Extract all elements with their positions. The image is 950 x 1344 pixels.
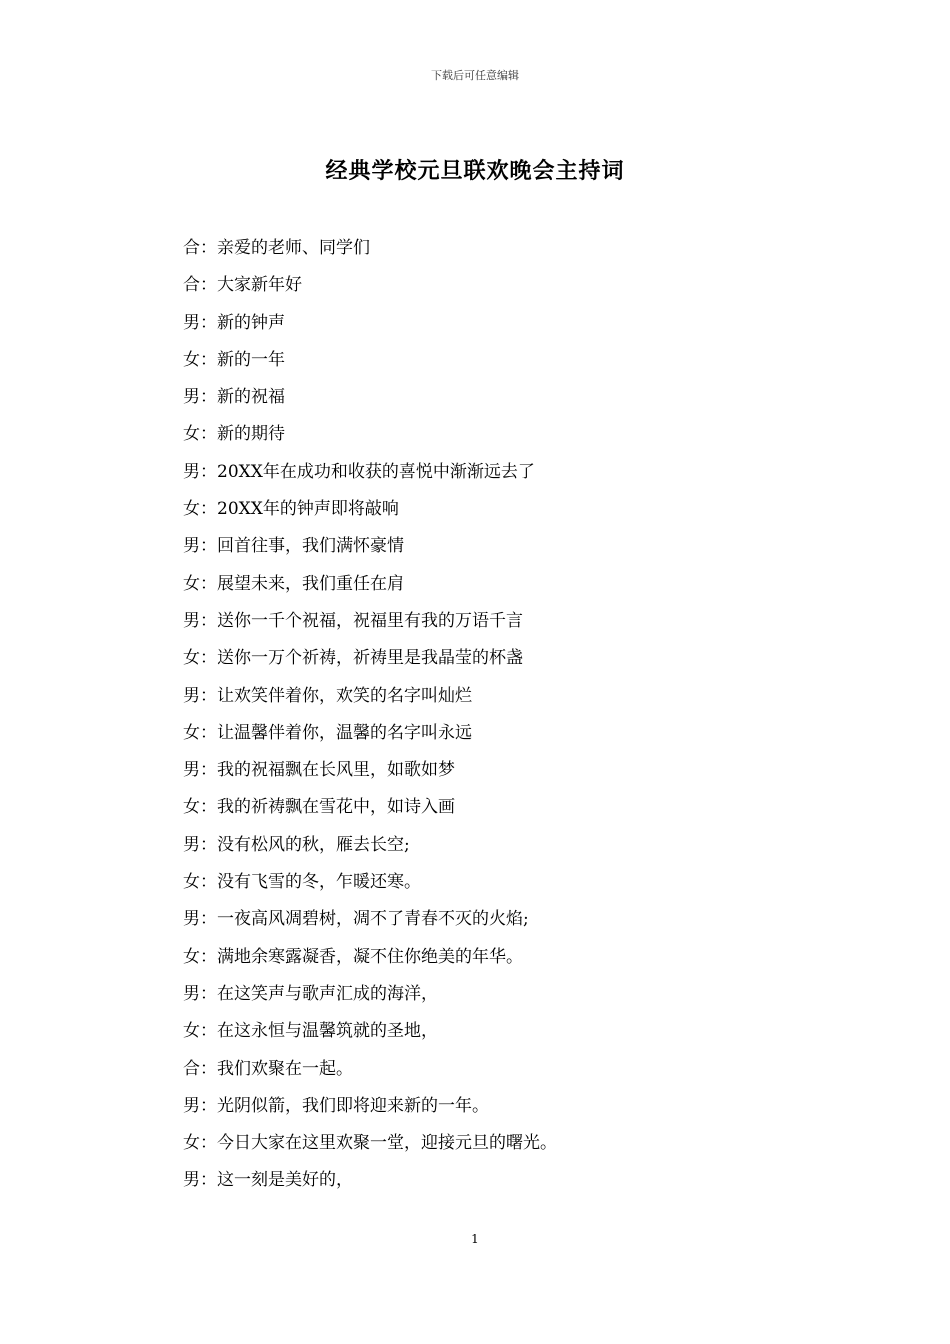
script-line: 女：让温馨伴着你，温馨的名字叫永远 — [183, 722, 472, 743]
script-line: 合：大家新年好 — [183, 275, 302, 296]
script-line: 女：20XX年的钟声即将敲响 — [183, 499, 399, 520]
script-line: 女：新的期待 — [183, 424, 285, 445]
script-line: 男：一夜高风凋碧树，凋不了青春不灭的火焰; — [183, 909, 529, 930]
script-line: 男：这一刻是美好的， — [183, 1170, 353, 1191]
script-line: 男：光阴似箭，我们即将迎来新的一年。 — [183, 1095, 489, 1116]
script-line: 女：新的一年 — [183, 349, 285, 370]
document-title: 经典学校元旦联欢晚会主持词 — [325, 158, 625, 184]
script-line: 男：送你一千个祝福，祝福里有我的万语千言 — [183, 610, 523, 631]
script-line: 男：让欢笑伴着你，欢笑的名字叫灿烂 — [183, 685, 472, 706]
script-line: 男：我的祝福飘在长风里，如歌如梦 — [183, 760, 455, 781]
script-line: 女：我的祈祷飘在雪花中，如诗入画 — [183, 797, 455, 818]
script-line: 女：没有飞雪的冬，乍暖还寒。 — [183, 872, 421, 893]
script-line: 女：在这永恒与温馨筑就的圣地， — [183, 1021, 438, 1042]
script-line: 合：我们欢聚在一起。 — [183, 1058, 353, 1079]
script-line: 女：送你一万个祈祷，祈祷里是我晶莹的杯盏 — [183, 648, 523, 669]
script-line: 女：今日大家在这里欢聚一堂，迎接元旦的曙光。 — [183, 1133, 557, 1154]
header-note: 下载后可任意编辑 — [431, 69, 519, 82]
page-number: 1 — [471, 1232, 479, 1246]
script-line: 男：新的祝福 — [183, 387, 285, 408]
script-line: 女：满地余寒露凝香，凝不住你绝美的年华。 — [183, 946, 523, 967]
script-line: 男：没有松风的秋，雁去长空; — [183, 834, 410, 855]
script-line: 女：展望未来，我们重任在肩 — [183, 573, 404, 594]
script-lines — [183, 234, 823, 1204]
script-line: 合：亲爱的老师、同学们 — [183, 238, 370, 258]
script-line: 男：在这笑声与歌声汇成的海洋， — [183, 983, 438, 1004]
script-line: 男：回首往事，我们满怀豪情 — [183, 536, 404, 557]
script-line: 男：20XX年在成功和收获的喜悦中渐渐远去了 — [183, 461, 535, 482]
script-line: 男：新的钟声 — [183, 312, 285, 333]
